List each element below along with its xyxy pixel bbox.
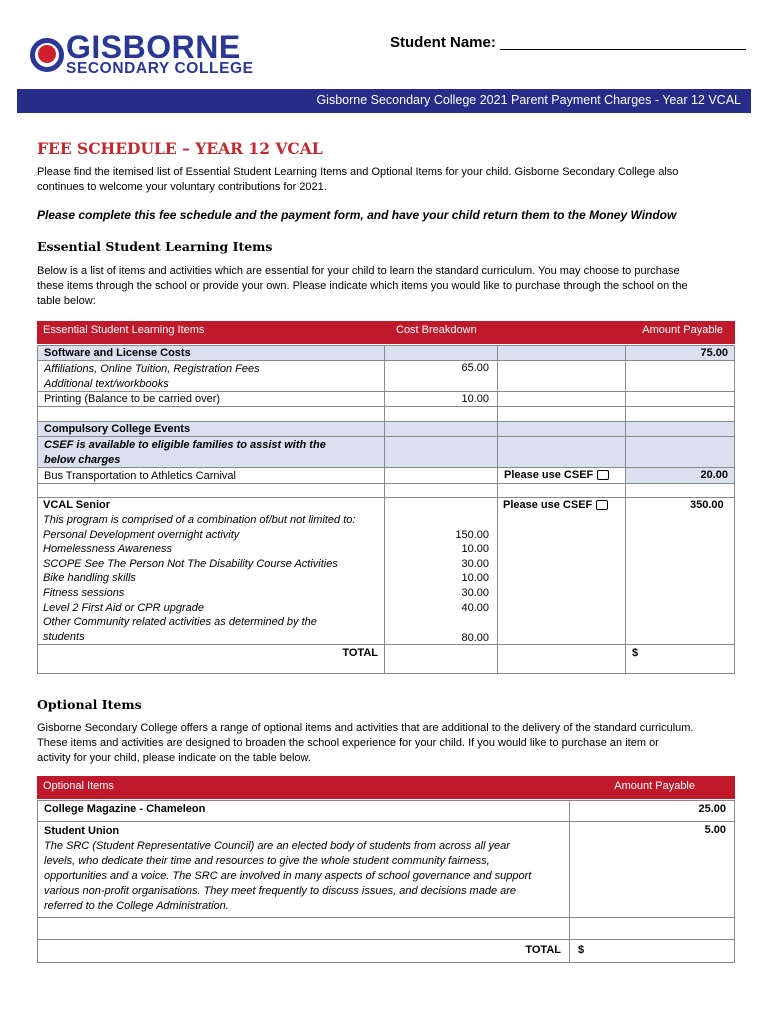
vcal-item-label: SCOPE See The Person Not The Disability Course Activities: [43, 557, 338, 570]
vcal-item-label: Other Community related activities as determined by the: [43, 616, 317, 629]
bus-amount[interactable]: 20.00: [625, 467, 735, 483]
vcal-item-cost: 10.00: [461, 572, 489, 585]
events-title: Compulsory College Events: [37, 421, 384, 436]
csef-checkbox[interactable]: [596, 500, 608, 510]
student-name-label: Student Name:: [390, 34, 496, 51]
vcal-item-cost: 10.00: [461, 543, 489, 556]
divider: [625, 483, 626, 497]
events-cost-cell: [384, 421, 497, 436]
vcal-csef-option: [503, 499, 608, 511]
essential-heading: Essential Student Learning Items: [37, 239, 273, 254]
csef-amount-cell: [625, 436, 735, 467]
bus-cost-cell: [384, 467, 497, 483]
software-amount[interactable]: 75.00: [625, 345, 735, 360]
events-amount-cell: [625, 421, 735, 436]
vcal-item-cost: 30.00: [461, 557, 489, 570]
union-title: Student Union: [44, 825, 120, 837]
vcal-item-cost: 30.00: [461, 587, 489, 599]
vcal-csef-cell: [497, 497, 625, 644]
csef-cost-cell: [384, 436, 497, 467]
union-cell: [37, 821, 569, 917]
essential-paragraph: [37, 264, 688, 309]
vcal-item-label: This program is comprised of a combination of/but not limited to:: [43, 514, 356, 526]
software-spacer-cell: [497, 345, 625, 360]
please-use-csef-label: Please use CSEF: [504, 469, 594, 481]
please-use-csef-label: Please use CSEF: [503, 499, 593, 511]
optional-col-amount: Amount Payable: [569, 776, 735, 799]
affiliations-spacer: [497, 360, 625, 391]
optional-spacer-amount: [569, 917, 735, 939]
college-emblem-inner-icon: [38, 45, 56, 63]
additional-label: Additional text/workbooks: [44, 378, 169, 390]
affiliations-amount-cell: [625, 360, 735, 391]
union-desc-line: The SRC (Student Representative Council) are an elected body of students from across all year: [44, 840, 510, 852]
optional-line: These items and activities are designed to broaden the school experience for your child. If you would like to purchase an item or: [37, 737, 659, 749]
printing-cost: 10.00: [384, 391, 497, 406]
optional-spacer: [37, 917, 569, 939]
spacer-row: [37, 406, 735, 421]
vcal-item-label: Level 2 First Aid or CPR upgrade: [43, 601, 204, 614]
union-desc-line: levels, who dedicate their time and resources to give the whole student community fairness,: [44, 855, 490, 867]
affiliations-cost: 65.00: [384, 360, 497, 391]
total-spacer: [497, 644, 625, 674]
union-desc-line: various non-profit organisations. They meet frequently to discuss issues, and decisions made are: [44, 885, 517, 897]
total-cost-cell: [384, 644, 497, 674]
affiliations-label: Affiliations, Online Tuition, Registration Fees: [44, 363, 260, 375]
union-amount[interactable]: 5.00: [569, 821, 735, 917]
optional-col-items: Optional Items: [37, 776, 569, 799]
col-header-spacer: [497, 321, 625, 344]
instruction-text: Please complete this fee schedule and the payment form, and have your child return them to the Money Window: [37, 208, 677, 222]
csef-checkbox[interactable]: [597, 470, 609, 480]
essential-line: Below is a list of items and activities which are essential for your child to learn the standard curriculum. You may choose to purchase: [37, 265, 680, 277]
csef-line: CSEF is available to eligible families to assist with the: [44, 439, 326, 451]
magazine-amount[interactable]: 25.00: [569, 800, 735, 821]
col-header-cost: Cost Breakdown: [384, 321, 497, 344]
spacer-row: [37, 483, 735, 497]
total-amount-field[interactable]: $: [625, 644, 735, 674]
total-label: TOTAL: [37, 644, 384, 674]
csef-line: below charges: [44, 454, 121, 466]
bus-csef-option: [497, 467, 625, 483]
col-header-amount: Amount Payable: [625, 321, 735, 344]
vcal-amount-cell: [625, 497, 735, 644]
vcal-item-label: students: [43, 630, 85, 643]
vcal-cost-cell: [384, 497, 497, 644]
printing-spacer: [497, 391, 625, 406]
union-desc-line: opportunities and a voice. The SRC are involved in many aspects of school governance and support: [44, 870, 532, 882]
affiliations-cell: [37, 360, 384, 391]
intro-line: Please find the itemised list of Essential Student Learning Items and Optional Items for your child. Gisborne Secondary College also: [37, 166, 679, 178]
divider: [625, 406, 626, 421]
magazine-label: College Magazine - Chameleon: [37, 800, 569, 821]
vcal-title: VCAL Senior: [43, 499, 111, 511]
optional-heading: Optional Items: [37, 697, 142, 712]
optional-line: activity for your child, please indicate on the table below.: [37, 752, 311, 764]
logo-subtitle: SECONDARY COLLEGE: [66, 60, 254, 77]
vcal-item-cost: 150.00: [455, 528, 489, 541]
union-desc-line: referred to the College Administration.: [44, 900, 229, 912]
vcal-item-label: Homelessness Awareness: [43, 543, 173, 556]
fee-schedule-heading: FEE SCHEDULE – YEAR 12 VCAL: [37, 139, 323, 158]
divider: [384, 406, 385, 421]
vcal-item-label: Personal Development overnight activity: [43, 528, 240, 541]
vcal-item-label: Fitness sessions: [43, 587, 125, 599]
divider: [497, 406, 498, 421]
printing-label: Printing (Balance to be carried over): [37, 391, 384, 406]
events-spacer: [497, 421, 625, 436]
csef-spacer: [497, 436, 625, 467]
intro-line: continues to welcome your voluntary contributions for 2021.: [37, 181, 327, 193]
bus-label: Bus Transportation to Athletics Carnival: [37, 467, 384, 483]
vcal-item-cost: 40.00: [461, 601, 489, 614]
vcal-amount[interactable]: 350.00: [690, 499, 724, 511]
divider: [384, 483, 385, 497]
printing-amount-cell: [625, 391, 735, 406]
optional-line: Gisborne Secondary College offers a range of optional items and activities that are additional to the delivery of the standard curriculum.: [37, 722, 694, 734]
essential-line: table below:: [37, 295, 96, 307]
optional-total-label: TOTAL: [37, 939, 569, 963]
col-header-items: Essential Student Learning Items: [37, 321, 384, 344]
vcal-item-cost: 80.00: [461, 631, 489, 644]
optional-paragraph: [37, 721, 694, 766]
essential-line: these items through the school or provide your own. Please indicate which items you would like to purchase through the school on the: [37, 280, 688, 292]
software-title: Software and License Costs: [37, 345, 384, 360]
vcal-item-label: Bike handling skills: [43, 572, 136, 585]
student-name-field[interactable]: [500, 49, 746, 50]
csef-note: [37, 436, 384, 467]
union-description: [44, 839, 569, 914]
logo-title: GISBORNE: [66, 29, 241, 65]
divider: [497, 483, 498, 497]
optional-total-field[interactable]: $: [569, 939, 735, 963]
intro-paragraph: [37, 165, 678, 195]
software-cost-cell: [384, 345, 497, 360]
title-banner: Gisborne Secondary College 2021 Parent Payment Charges - Year 12 VCAL: [17, 89, 751, 113]
